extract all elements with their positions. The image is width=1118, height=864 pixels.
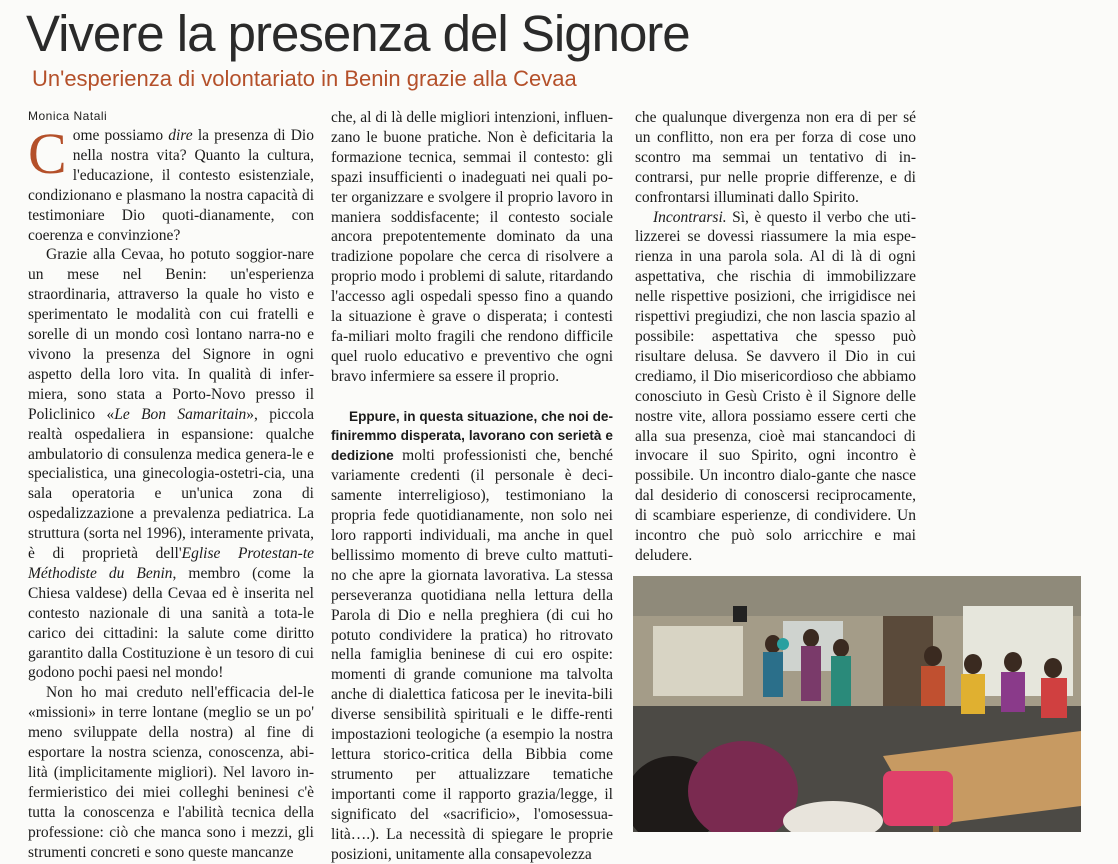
text: », piccola realtà ospedaliera in espansione: qualche ambulatorio di consulenza medica genera-le e specialistica, una ginecologia-ostetri-cia, una sala operatoria e un'unica zona di ospedalizzazione a prevalenza pediatrica. La struttura (sorta nel 1996), interamente privata, è di proprietà dell' xyxy=(28,405,314,563)
column-1 xyxy=(28,121,315,863)
photo-illustration-icon xyxy=(633,576,1081,832)
emphasis: Le Bon Samaritain xyxy=(114,405,247,423)
text: molti professionisti che, benché variamente credenti (il personale è deci-samente interreligioso), testimoniano la propria fede quotidianamente, non solo nei loro rapporti individuali, ma anche in quel bellissimo momento di breve culto mattuti-no che apre la giornata lavorativa. La stessa perseveranza quotidiana nella lettura della Parola di Dio e nella preghiera (di cui ho potuto condividere la pratica) ho ritrovato nella famiglia beninese di cui ero ospite: momenti di grande comunione ma talvolta anche di dialettica faticosa per le inevita-bili diverse sensibilità spirituali e le diffe-renti impostazioni teologiche (a esempio la nostra lettura storico-critica della Bibbia come strumento per attualizzare tematiche importanti come il rapporto grazia/legge, il significato del «sacrificio», l'omosessua-lità….). La necessità di spiegare le proprie posizioni, unitamente alla consapevolezza xyxy=(331,447,613,863)
text: , membro (come la Chiesa valdese) della Cevaa ed è inserita nel contesto nazionale di una sanità a tota-le carico dei cittadini: la salute come diritto garantito dalla Costituzione è un tesoro di cui godono pochi paesi nel mondo! xyxy=(28,564,314,682)
text: Grazie alla Cevaa, ho potuto soggior-nare un mese nel Benin: un'esperienza straordinaria, attraverso la quale ho visto e sperimentato le modalità con cui fratelli e sorelle di un mondo così lontano narra-no e vivono la presenza del Signore in ogni aspetto della loro vita. In qualità di infer-miera, sono stata a Porto-Novo presso il Policlinico « xyxy=(28,246,314,423)
emphasis: Incontrarsi. xyxy=(653,208,727,226)
article-title: Vivere la presenza del Signore xyxy=(26,5,690,62)
article-subtitle: Un'esperienza di volontariato in Benin grazie alla Cevaa xyxy=(32,66,577,91)
paragraph xyxy=(635,208,916,566)
text: la presenza di Dio nella nostra vita? Quanto la cultura, l'educazione, il contesto esistenziale, condizionano e plasmano la nostra capacità di testimoniare Dio quoti-dianamente, con coerenza e convinzione? xyxy=(28,127,314,244)
paragraph: Non ho mai creduto nell'efficacia del-le «missioni» in terre lontane (meglio se un po' meno sviluppate della nostra) al fine di esportare la nostra scienza, conoscenza, abi-lità (implicitamente migliori). Nel lavoro in-fermieristico dei miei colleghi beninesi c'è tutta la conoscenza e l'abilità tecnica della professione: ciò che manca sono i mezzi, gli strumenti concreti e sono queste mancanze xyxy=(28,684,314,861)
author-name: Monica Natali xyxy=(28,109,108,123)
paragraph: che, al di là delle migliori intenzioni, influen-zano le buone pratiche. Non è deficitaria la formazione tecnica, semmai il contesto: gli spazi insufficienti o inadeguati nei quali po-ter organizzare e svolgere il proprio lavoro in maniera soddisfacente; il contesto sociale ancora prepotentemente dominato da una tradizione popolare che cerca di risolvere a proprio modo i problemi di salute, ritardando l'accesso agli ospedali spesso fino a quando la situazione è grave o disperata; i contesti fa-miliari molto fragili che rendono difficile quel ruolo educativo e preventivo che ogni bravo infermiere sa essere il proprio. xyxy=(331,109,613,385)
emphasis: dire xyxy=(168,127,193,144)
paragraph: che qualunque divergenza non era di per sé un conflitto, non era per forza di cose uno scontro ma semmai un tentativo di in-contrarsi, pur nelle proprie differenze, e di confrontarsi illuminati dallo Spirito. xyxy=(635,109,916,206)
lead-in-bold: Eppure, in questa situazione, che noi de-finiremmo disperata, lavorano con serietà e dedizione xyxy=(331,408,613,464)
emphasis: Eglise Protestan-te Méthodiste du Benin xyxy=(28,545,315,582)
column-2 xyxy=(331,108,613,864)
paragraph-spacer xyxy=(331,387,613,407)
paragraph xyxy=(28,245,314,683)
paragraph xyxy=(28,121,314,245)
text: ome possiamo xyxy=(72,127,169,144)
text: Sì, è questo il verbo che uti-lizzerei se dovessi riassumere la mia espe-rienza in una parola sola. Al di là di ogni aspettativa, che rischia di immobilizzare nelle rispettive posizioni, che irrigidisce nei rispettivi pregiudizi, che non lascia spazio al possibile: aspettativa che spesso può risultare delusa. Se davvero il Dio in cui crediamo, il Dio misericordioso che abbiamo conosciuto in Gesù Cristo è il Signore delle nostre vite, allora possiamo essere certi che alla sua presenza, cioè mai stancandoci di invocare il suo Spirito, ogni incontro è possibile. Un incontro dialo-gante che nasce dal desiderio di conoscersi reciprocamente, di scambiare esperienze, di condividere. Un incontro che può solo arricchire e mai deludere. xyxy=(635,208,916,564)
column-3 xyxy=(635,108,916,566)
drop-cap: C xyxy=(28,121,67,186)
photo-women-gathering xyxy=(633,576,1081,832)
paragraph xyxy=(331,407,613,864)
